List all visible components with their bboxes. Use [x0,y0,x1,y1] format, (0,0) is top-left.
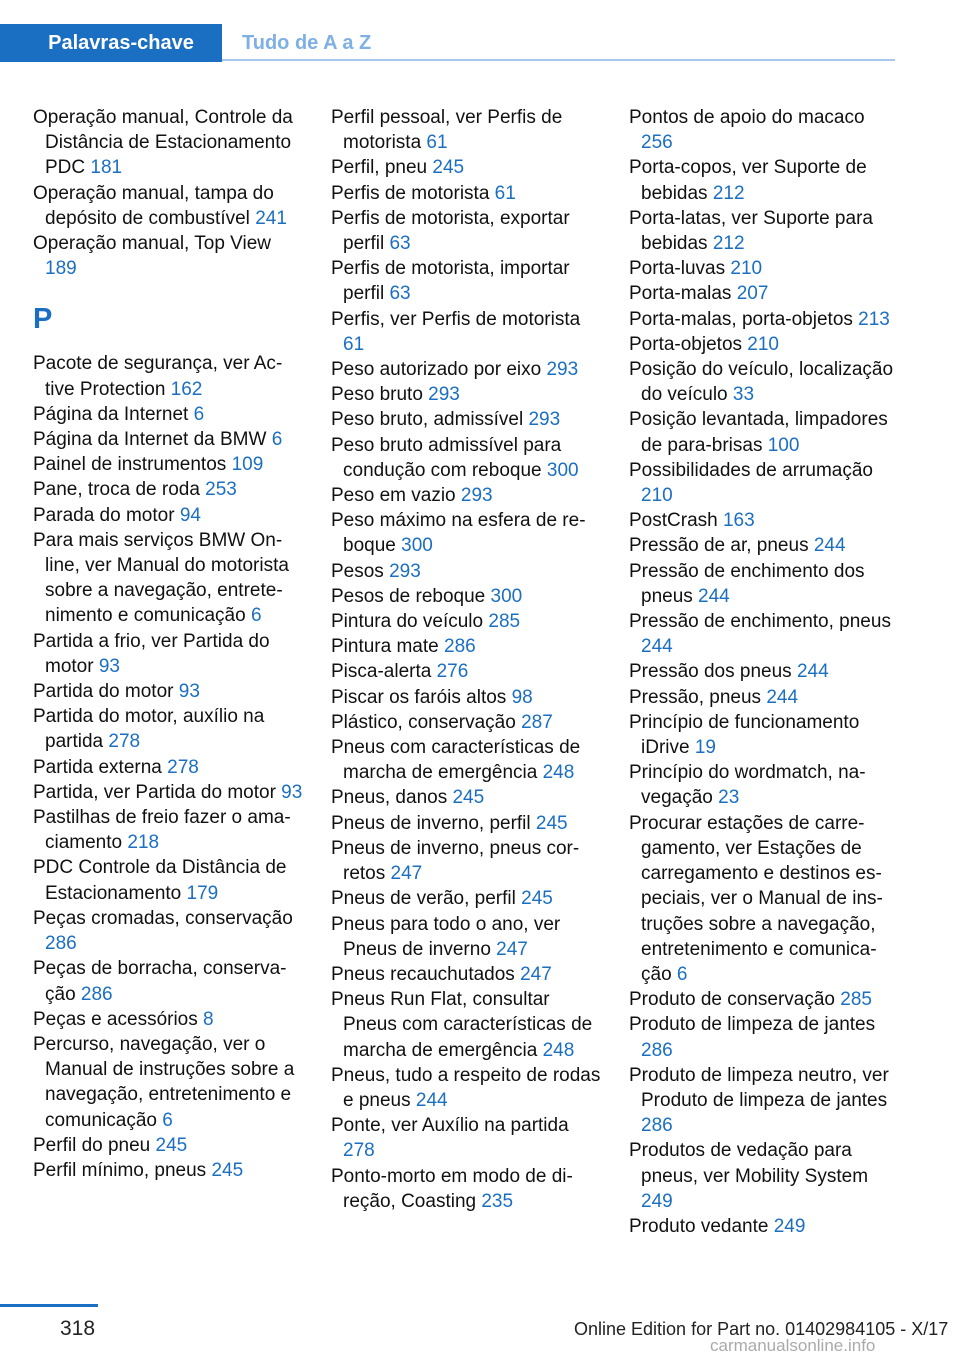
index-entry [629,1214,899,1239]
entry-text: Princípio do wordmatch, navegação [629,762,866,809]
entry-text: Operação manual, tampa do depósito de combustível [33,182,274,229]
page-link[interactable]: 93 [281,781,303,803]
entry-text: Pressão de ar, pneus [629,535,814,557]
entry-text: Porta-copos, ver Suporte de bebidas [629,157,867,204]
entry-text: Porta-latas, ver Suporte para bebidas [629,207,873,255]
index-entry [331,1164,601,1214]
entry-text: Operação manual, Top View [33,233,272,255]
entry-text: Pneus Run Flat, consultar Pneus com características de marcha de emergência [331,989,593,1061]
page-link[interactable]: 6 [162,1109,173,1131]
index-entry [629,659,899,684]
index-entry [33,906,303,956]
index-entry [629,533,899,558]
entry-text: Perfil, pneu [331,157,433,179]
entry-text: Perfis de motorista, exportar perfil [331,207,570,255]
entry-text: Pneus para todo o ano, ver Pneus de inverno [331,913,561,960]
index-entry [331,987,601,1063]
index-entry [629,307,899,332]
page-link[interactable]: 212 [712,233,745,255]
index-entry [331,559,601,584]
index-entry [33,503,303,528]
page-link[interactable]: 210 [730,258,763,280]
page-link[interactable]: 245 [535,812,568,834]
page-link[interactable]: 293 [428,384,460,406]
entry-text: Peso bruto [331,384,429,406]
page-link[interactable]: 247 [520,963,552,985]
index-entry [331,307,601,357]
page-number: 318 [60,1317,96,1340]
header [0,24,895,62]
index-entry [33,679,303,704]
entry-text: Pneus de verão, perfil [331,888,522,910]
entry-text: PostCrash [629,510,723,532]
page-link[interactable]: 210 [747,333,779,355]
page-link[interactable]: 244 [796,661,829,683]
index-entry [629,206,899,256]
entry-text: Percurso, navegação, ver o Manual de instruções sobre a navegação, entretenimento e comunicação [33,1033,295,1131]
page-link[interactable]: 278 [343,1140,375,1162]
index-entry [331,181,601,206]
index-entry [629,1138,899,1214]
entry-text: Perfil mínimo, pneus [33,1159,212,1181]
entry-text: Peso bruto admissível para condução com reboque [331,434,562,481]
page-link[interactable]: 63 [389,233,411,255]
entry-text: Partida do motor, auxílio na partida [33,706,265,753]
index-entry [331,357,601,382]
entry-text: Pneus de inverno, perfil [331,812,536,834]
page-link[interactable]: 212 [712,182,745,204]
index-entry [331,433,601,483]
entry-text: Produto de conservação [629,989,841,1011]
index-entry [331,155,601,180]
index-entry [331,886,601,911]
tab-a-to-z[interactable]: Tudo de A a Z [242,32,372,54]
page-link[interactable]: 286 [641,1039,673,1061]
entry-text: Plástico, conservação [331,711,522,733]
index-entry [629,508,899,533]
entry-text: Produtos de vedação para pneus, ver Mobility System [629,1140,869,1187]
page-link[interactable]: 189 [45,258,77,280]
page-link[interactable]: 287 [521,711,553,733]
index-entry [629,332,899,357]
entry-text: Pesos de reboque [331,585,491,607]
index-entry [33,1032,303,1133]
index-entry [33,956,303,1006]
entry-text: Pane, troca de roda [33,479,206,501]
entry-text: Pneus de inverno, pneus corretos [331,837,580,885]
page-link[interactable]: 293 [460,485,493,507]
page-link[interactable]: 244 [813,535,846,557]
entry-text: Partida, ver Partida do motor [33,781,282,803]
index-entry [33,1007,303,1032]
page-link[interactable]: 94 [179,504,201,526]
section-letter: P [33,303,53,336]
index-entry [331,962,601,987]
index-entry [33,452,303,477]
page-link[interactable]: 249 [773,1215,806,1237]
index-entry [331,634,601,659]
page-link[interactable]: 244 [641,636,673,658]
index-entry [629,559,899,609]
index-entry [331,912,601,962]
entry-text: Pesos [331,560,390,582]
index-entry [629,281,899,306]
page-link[interactable]: 6 [676,963,688,985]
entry-text: Perfis de motorista, importar perfil [331,258,570,305]
entry-text: Peças de borracha, conservação [33,958,287,1005]
index-entry [33,855,303,905]
index-entry [331,659,601,684]
page-link[interactable]: 244 [415,1089,448,1111]
page-link[interactable]: 6 [193,403,205,425]
index-entry [331,382,601,407]
page-link[interactable]: 245 [211,1159,244,1181]
page-link[interactable]: 98 [511,686,533,708]
page-link[interactable]: 163 [722,510,755,532]
page-link[interactable]: 248 [542,1039,575,1061]
tab-keywords[interactable]: Palavras-chave [0,24,222,62]
entry-text: Possibilidades de arrumação [629,459,873,481]
index-entry [33,181,303,231]
entry-text: Pintura mate [331,636,444,658]
index-column-2 [331,105,601,1214]
entry-text: Porta-malas [629,283,737,305]
index-entry [629,407,899,457]
index-entry [629,357,899,407]
page-link[interactable]: 61 [343,333,365,355]
page-link[interactable]: 241 [255,207,287,229]
page-link[interactable]: 248 [542,762,575,784]
header-divider [222,59,895,61]
index-entry [33,351,303,401]
entry-text: Pintura do veículo [331,611,489,633]
index-entry [331,685,601,710]
page-link[interactable]: 249 [641,1190,673,1212]
entry-text: Porta-luvas [629,258,731,280]
index-entry [331,1113,601,1163]
index-entry [33,780,303,805]
edition-note: Online Edition for Part no. 01402984105 - X/17 [574,1319,949,1339]
entry-text: Pontos de apoio do macaco [629,107,865,128]
entry-text: PDC Controle da Distância de Estacionamento [33,857,287,904]
entry-text: Peso em vazio [331,485,461,507]
index-entry [629,710,899,760]
index-entry [629,987,899,1012]
index-entry [33,477,303,502]
page-link[interactable]: 286 [641,1115,673,1137]
entry-text: Pneus, tudo a respeito de rodas e pneus [331,1064,601,1111]
index-entry [33,755,303,780]
index-entry [629,458,899,508]
entry-text: Peso autorizado por eixo [331,359,547,381]
entry-text: Partida externa [33,756,168,778]
entry-text: Piscar os faróis altos [331,686,512,708]
index-entry [331,735,601,785]
index-entry [331,206,601,256]
page-link[interactable]: 247 [496,938,528,960]
entry-text: Pressão, pneus [629,686,767,708]
page-link[interactable]: 6 [250,605,262,627]
index-entry [33,805,303,855]
entry-text: Perfis de motorista [331,182,495,204]
index-entry [331,105,601,155]
index-entry [629,1063,899,1139]
page-link[interactable]: 285 [840,989,872,1011]
index-column-3 [629,105,899,1239]
page-link[interactable]: 293 [389,560,421,582]
index-entry [629,256,899,281]
page-link[interactable]: 245 [521,888,553,910]
entry-text: Pisca-alerta [331,661,437,683]
index-entry [331,407,601,432]
entry-text: Produto vedante [629,1215,774,1237]
index-entry [33,427,303,452]
page-link[interactable]: 293 [546,359,579,381]
page-link[interactable]: 245 [452,787,485,809]
page-link[interactable]: 19 [694,737,716,759]
index-entry [331,785,601,810]
index-entry [629,155,899,205]
page-link[interactable]: 293 [528,409,561,431]
index-entry [331,483,601,508]
page-link[interactable]: 256 [641,132,673,154]
page-link[interactable]: 244 [698,585,730,607]
index-entry [629,105,899,155]
page-link[interactable]: 218 [127,832,160,854]
index-entry [629,609,899,659]
index-entry [331,710,601,735]
watermark: carmanualsonline.info [710,1336,876,1355]
page-link[interactable]: 207 [736,283,769,305]
entry-text: Perfis, ver Perfis de motorista [331,308,581,330]
entry-text: Posição do veículo, localização do veículo [629,359,894,406]
page-link[interactable]: 93 [98,655,120,677]
index-entry [331,609,601,634]
index-entry [33,1133,303,1158]
entry-text: Ponto-morto em modo de direção, Coasting [331,1165,573,1212]
entry-text: Peças e acessórios [33,1008,204,1030]
index-entry [331,256,601,306]
entry-text: Pastilhas de freio fazer o amaciamento [33,807,291,854]
page-link[interactable]: 100 [767,434,800,456]
entry-text: Página da Internet da BMW [33,429,272,451]
page-link[interactable]: 300 [401,535,433,557]
page-link[interactable]: 278 [167,756,199,778]
page-link[interactable]: 6 [271,429,283,451]
index-entry [331,811,601,836]
entry-text: Produto de limpeza neutro, ver Produto de limpeza de jantes [629,1064,889,1111]
entry-text: Pressão dos pneus [629,661,797,683]
index-entry [331,584,601,609]
page-link[interactable]: 245 [155,1134,188,1156]
page-link[interactable]: 286 [444,636,476,658]
entry-text: Posição levantada, limpadores de para-brisas [629,409,888,456]
index-entry [33,704,303,754]
entry-text: Pneus com características de marcha de emergência [331,737,581,784]
entry-text: Pressão de enchimento, pneus [629,611,891,633]
entry-text: Peso máximo na esfera de reboque [331,510,586,557]
page-link[interactable]: 8 [203,1008,214,1030]
page-link[interactable]: 63 [389,283,411,305]
page-link[interactable]: 33 [732,384,755,406]
page-link[interactable]: 61 [494,182,516,204]
page-link[interactable]: 245 [432,157,465,179]
page-link[interactable]: 61 [426,132,448,154]
entry-text: Princípio de funcionamento iDrive [629,711,860,759]
page-link[interactable]: 213 [858,308,890,330]
page-link[interactable]: 109 [231,454,264,476]
entry-text: Pneus recauchutados [331,963,521,985]
index-entry [629,760,899,810]
entry-text: Ponte, ver Auxílio na partida [331,1115,569,1137]
page-link[interactable]: 278 [108,731,141,753]
entry-text: Para mais serviços BMW Online, ver Manual do motorista sobre a navegação, entretenimento e comunicação [33,529,289,627]
index-entry [33,528,303,629]
page-link[interactable]: 253 [205,479,237,501]
entry-text: Página da Internet [33,403,194,425]
entry-text: Pressão de enchimento dos pneus [629,560,865,607]
entry-text: Procurar estações de carregamento, ver Estações de carregamento e destinos especiais, ver o Manual de instruções sobre a navegação, entretenimento e comunicação [629,812,883,985]
page-link[interactable]: 235 [481,1190,514,1212]
entry-text: Peças cromadas, conservação [33,907,293,929]
page-link[interactable]: 181 [90,157,123,179]
entry-text: Pacote de segurança, ver Active Protection [33,353,283,400]
entry-text: Perfil pessoal, ver Perfis de motorista [331,107,563,154]
entry-text: Porta-objetos [629,333,748,355]
index-entry [331,508,601,558]
page-link[interactable]: 286 [80,983,113,1005]
index-entry [629,811,899,987]
page-link[interactable]: 244 [766,686,799,708]
page-link[interactable]: 285 [488,611,521,633]
page-link[interactable]: 93 [178,681,200,703]
entry-text: Parada do motor [33,504,180,526]
index-entry [33,231,303,281]
index-entry [33,1158,303,1183]
page-link[interactable]: 276 [436,661,469,683]
page-link[interactable]: 179 [186,882,219,904]
entry-text: Pneus, danos [331,787,453,809]
index-entry [331,836,601,886]
page-link[interactable]: 300 [546,459,579,481]
page-link[interactable]: 23 [718,787,740,809]
footer-accent-bar [0,1304,98,1307]
index-entry [33,629,303,679]
index-entry [629,685,899,710]
entry-text: Painel de instrumentos [33,454,232,476]
entry-text: Perfil do pneu [33,1134,156,1156]
page-link[interactable]: 247 [390,863,423,885]
entry-text: Partida a frio, ver Partida do motor [33,630,270,677]
entry-text: Produto de limpeza de jantes [629,1014,876,1036]
index-entry [629,1012,899,1062]
entry-text: Porta-malas, porta-objetos [629,308,859,330]
page-link[interactable]: 286 [45,933,77,955]
index-entry [33,105,303,181]
entry-text: Operação manual, Controle da Distância de Estacionamento PDC [33,107,293,179]
entry-text: Partida do motor [33,681,179,703]
index-entry [331,1063,601,1113]
page-link[interactable]: 300 [490,585,523,607]
page-link[interactable]: 162 [170,378,203,400]
index-entry [33,402,303,427]
entry-text: Peso bruto, admissível [331,409,529,431]
index-column-1 [33,105,303,1183]
page-link[interactable]: 210 [641,485,673,507]
